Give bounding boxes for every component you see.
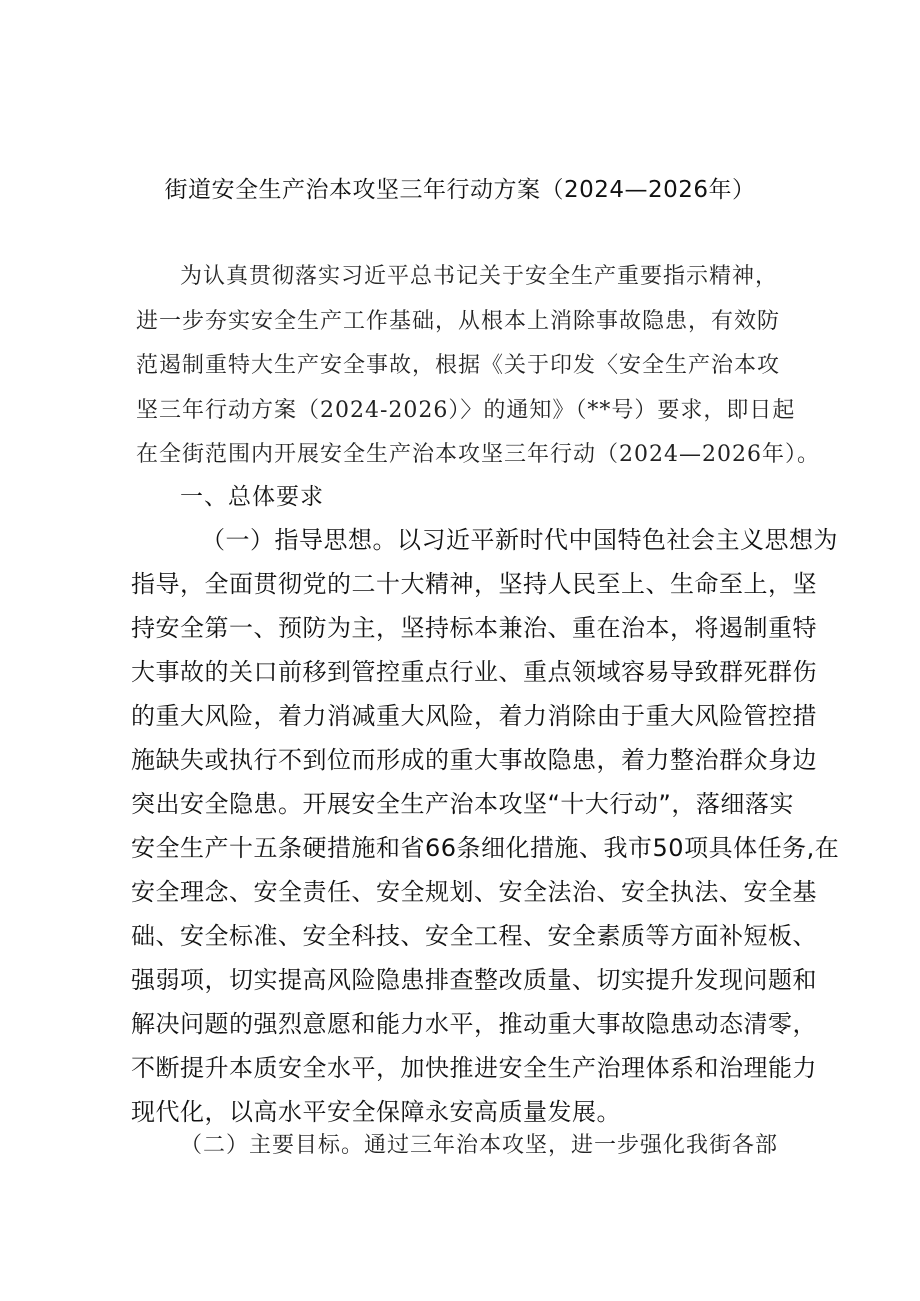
intro-line: 为认真贯彻落实习近平总书记关于安全生产重要指示精神，	[180, 264, 779, 289]
intro-line: 坚三年行动方案（2024-2026）〉的通知》（**号）要求，即日起	[136, 397, 796, 423]
guiding-line: 持安全第一、预防为主，坚持标本兼治、重在治本，将遏制重特	[131, 614, 817, 642]
intro-line: 范遏制重特大生产安全事故，根据《关于印发〈安全生产治本攻	[136, 353, 781, 378]
intro-paragraph	[136, 255, 820, 478]
guiding-line: 施缺失或执行不到位而形成的重大事故隐患，着力整治群众身边	[131, 746, 817, 774]
guiding-line: 的重大风险，着力消减重大风险，着力消除由于重大风险管控措	[131, 702, 817, 730]
guiding-line: 指导，全面贯彻党的二十大精神，坚持人民至上、生命至上，坚	[131, 570, 817, 598]
main-goal-line: （二）主要目标。通过三年治本攻坚，进一步强化我街各部	[180, 1133, 779, 1158]
guiding-line: 强弱项，切实提高风险隐患排查整改质量、切实提升发现问题和	[131, 966, 817, 994]
guiding-line: 解决问题的强烈意愿和能力水平，推动重大事故隐患动态清零，	[131, 1010, 817, 1038]
document-title: 街道安全生产治本攻坚三年行动方案（2024—2026年）	[164, 177, 756, 203]
guiding-line: 大事故的关口前移到管控重点行业、重点领域容易导致群死群伤	[131, 658, 817, 686]
guiding-line: 安全生产十五条硬措施和省66条细化措施、我市50项具体任务,在	[131, 834, 840, 862]
intro-line: 在全街范围内开展安全生产治本攻坚三年行动（2024—2026年）。	[136, 442, 820, 467]
guiding-line: 础、安全标准、安全科技、安全工程、安全素质等方面补短板、	[131, 922, 817, 950]
guiding-line: 突出安全隐患。开展安全生产治本攻坚“十大行动”，落细落实	[131, 790, 794, 818]
guiding-line: 安全理念、安全责任、安全规划、安全法治、安全执法、安全基	[131, 878, 817, 906]
guiding-ideology-paragraph	[131, 518, 840, 1134]
guiding-line: 现代化，以高水平安全保障永安高质量发展。	[131, 1098, 621, 1126]
intro-line: 进一步夯实安全生产工作基础，从根本上消除事故隐患，有效防	[136, 308, 781, 334]
guiding-line: 不断提升本质安全水平，加快推进安全生产治理体系和治理能力	[131, 1054, 817, 1082]
section-one-heading: 一、总体要求	[180, 484, 324, 510]
guiding-line: （一）指导思想。以习近平新时代中国特色社会主义思想为	[201, 526, 838, 554]
